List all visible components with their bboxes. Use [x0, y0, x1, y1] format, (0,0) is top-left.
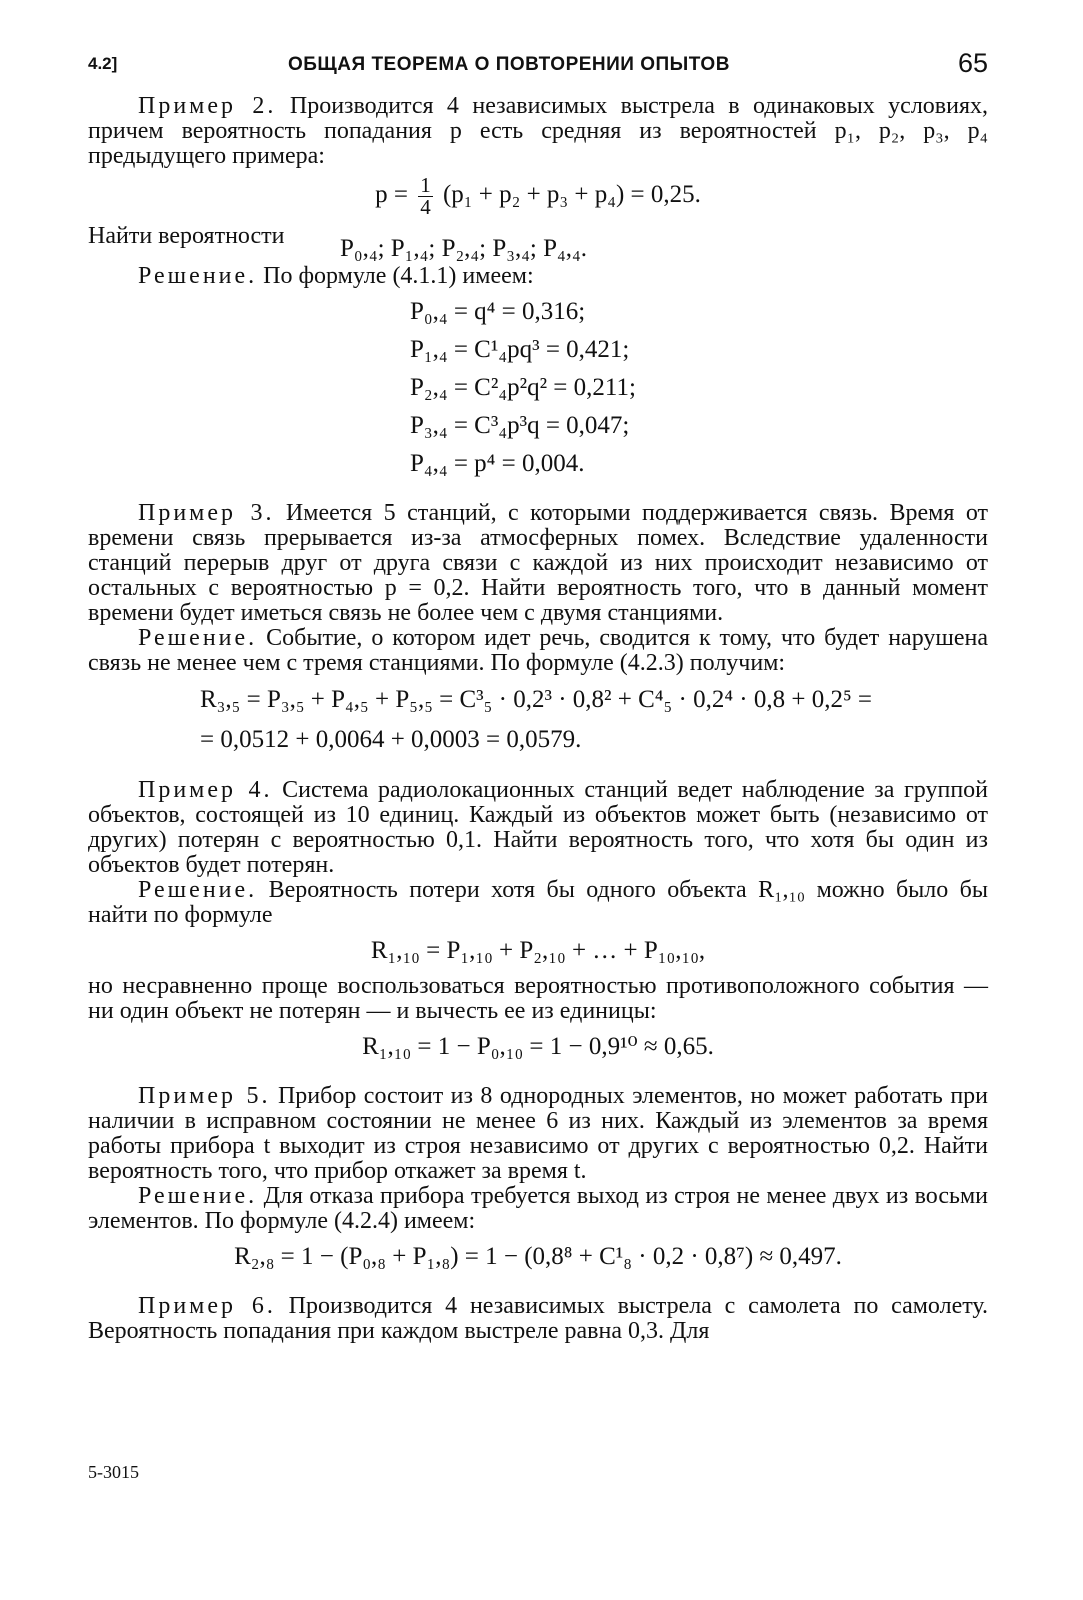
- solution-text: Вероятность потери хотя бы одного объекта R₁,₁₀ можно было бы найти по формуле: [88, 877, 989, 928]
- example-2-text: Производится 4 независимых выстрела в одинаковых условиях, причем вероятность попадания p есть средняя из вероятностей p₁, p₂, p₃, p₄ предыдущего примера:: [88, 93, 989, 169]
- section-number: 4.2]: [88, 54, 118, 73]
- fraction-numerator: 1: [420, 173, 431, 197]
- equation-line: P₄,₄ = p⁴ = 0,004.: [410, 450, 585, 477]
- find-label: Найти вероятности: [88, 223, 285, 249]
- example-5-solution: [88, 1184, 988, 1234]
- equation-line: P₁,₄ = C¹₄pq³ = 0,421;: [410, 336, 630, 363]
- solution-text: Событие, о котором идет речь, сводится к тому, что будет нарушена связь не менее чем с тремя станциями. По формуле (4.2.3) получим:: [88, 625, 989, 676]
- example-2-equations: [410, 293, 988, 483]
- example-6-paragraph: [88, 1294, 988, 1344]
- equation-line: P₀,₄ = q⁴ = 0,316;: [410, 298, 586, 325]
- example-4-paragraph: [88, 778, 988, 878]
- example-2-label: Пример 2.: [138, 93, 277, 119]
- example-2-mean-formula: [88, 175, 988, 218]
- example-3-text: Имеется 5 станций, с которыми поддерживается связь. Время от времени связь прерывается из-за атмосферных помех. Вследствие удаленности станций перерыв друг от друга связи с каждой из них происходит независимо от остальных с вероятностью p = 0,2. Найти вероятность того, что в данный момент времени будет иметься связь не более чем с двумя станциями.: [88, 500, 989, 626]
- page-body: [88, 94, 988, 1344]
- example-4-label: Пример 4.: [138, 777, 273, 803]
- mean-formula-rhs: (p₁ + p₂ + p₃ + p₄) = 0,25.: [442, 181, 701, 209]
- example-6-text: Производится 4 независимых выстрела с самолета по самолету. Вероятность попадания при каждом выстреле равна 0,3. Для: [88, 1293, 989, 1344]
- example-3-formula-line-2: = 0,0512 + 0,0064 + 0,0003 = 0,0579.: [200, 726, 582, 753]
- page-header: [88, 50, 988, 82]
- equation-line: P₃,₄ = C³₄p³q = 0,047;: [410, 412, 630, 439]
- example-4-text-2: но несравненно проще воспользоваться вероятностью противоположного события — ни один объект не потерян — и вычесть ее из единицы:: [88, 973, 988, 1024]
- page-number: 65: [957, 48, 988, 78]
- running-title: ОБЩАЯ ТЕОРЕМА О ПОВТОРЕНИИ ОПЫТОВ: [288, 54, 730, 75]
- example-2-solution: [88, 264, 988, 289]
- example-6-label: Пример 6.: [138, 1293, 276, 1319]
- find-list: P₀,₄; P₁,₄; P₂,₄; P₃,₄; P₄,₄.: [340, 235, 587, 262]
- example-2-paragraph: [88, 94, 988, 169]
- example-5-formula: R₂,₈ = 1 − (P₀,₈ + P₁,₈) = 1 − (0,8⁸ + C¹₈ · 0,2 · 0,8⁷) ≈ 0,497.: [234, 1243, 842, 1270]
- example-5-label: Пример 5.: [138, 1083, 271, 1109]
- example-3-formula-line-1: R₃,₅ = P₃,₅ + P₄,₅ + P₅,₅ = C³₅ · 0,2³ · 0,8² + C⁴₅ · 0,2⁴ · 0,8 + 0,2⁵ =: [200, 686, 873, 713]
- example-3-solution: [88, 626, 988, 676]
- signature-code: 5-3015: [88, 1462, 139, 1482]
- solution-label: Решение.: [138, 625, 258, 651]
- example-4-formula-2: R₁,₁₀ = 1 − P₀,₁₀ = 1 − 0,9¹⁰ ≈ 0,65.: [362, 1033, 714, 1060]
- find-probabilities-row: [88, 224, 988, 264]
- equation-line: P₂,₄ = C²₄p²q² = 0,211;: [410, 374, 636, 401]
- example-4-solution: [88, 878, 988, 928]
- example-5-paragraph: [88, 1084, 988, 1184]
- solution-text: Для отказа прибора требуется выход из строя не менее двух из восьми элементов. По формуле (4.2.4) имеем:: [88, 1183, 989, 1234]
- example-4-formula-1: R₁,₁₀ = P₁,₁₀ + P₂,₁₀ + … + P₁₀,₁₀,: [370, 937, 706, 964]
- example-3-paragraph: [88, 501, 988, 626]
- example-5-text: Прибор состоит из 8 однородных элементов, но может работать при наличии в исправном состоянии не менее 6 из них. Каждый из элементов за время работы прибора t выходит из строя независимо от других с вероятностью 0,2. Найти вероятность того, что прибор откажет за время t.: [88, 1083, 989, 1184]
- fraction-one-quarter: [418, 175, 433, 218]
- fraction-denominator: 4: [420, 195, 431, 219]
- example-3-label: Пример 3.: [138, 500, 275, 526]
- solution-label: Решение.: [138, 263, 258, 289]
- solution-label: Решение.: [138, 1183, 258, 1209]
- solution-label: Решение.: [138, 877, 258, 903]
- mean-formula-lhs: p =: [375, 181, 408, 209]
- solution-text: По формуле (4.1.1) имеем:: [263, 263, 534, 289]
- example-4-text: Система радиолокационных станций ведет наблюдение за группой объектов, состоящей из 10 единиц. Каждый из объектов может быть (независимо от других) потерян с вероятностью 0,1. Найти вероятность того, что хотя бы один из объектов будет потерян.: [88, 777, 989, 878]
